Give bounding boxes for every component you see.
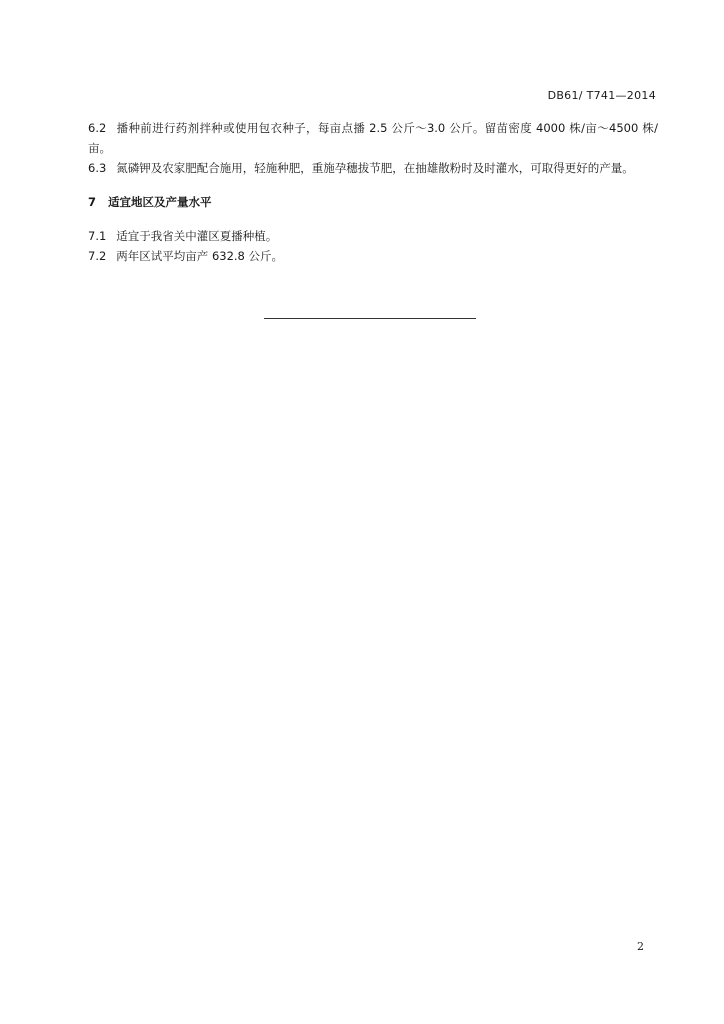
clause-text: 播种前进行药剂拌种或使用包衣种子，每亩点播 2.5 公斤～3.0 公斤。留苗密度 4000 株/亩～4500 株/亩。 <box>88 121 658 155</box>
clause-6-3 <box>88 158 658 178</box>
clause-number: 7.2 <box>88 249 107 263</box>
clause-text: 氮磷钾及农家肥配合施用，轻施种肥，重施孕穗拔节肥，在抽雄散粉时及时灌水，可取得更好的产量。 <box>116 161 634 175</box>
clause-number: 6.3 <box>88 161 107 175</box>
clause-7-2 <box>88 246 658 266</box>
clause-text: 适宜于我省关中灌区夏播种植。 <box>116 229 278 243</box>
end-of-document-rule <box>264 318 476 319</box>
clause-text: 两年区试平均亩产 632.8 公斤。 <box>116 249 284 263</box>
standard-code-header: DB61/ T741—2014 <box>547 89 656 102</box>
clause-6-2 <box>88 118 658 158</box>
page-number: 2 <box>637 940 644 953</box>
clause-number: 6.2 <box>88 121 107 135</box>
document-body <box>88 118 658 266</box>
clause-7-1 <box>88 226 658 246</box>
section-title: 适宜地区及产量水平 <box>108 195 212 209</box>
section-number: 7 <box>88 195 97 209</box>
section-7-heading <box>88 192 658 212</box>
clause-number: 7.1 <box>88 229 107 243</box>
